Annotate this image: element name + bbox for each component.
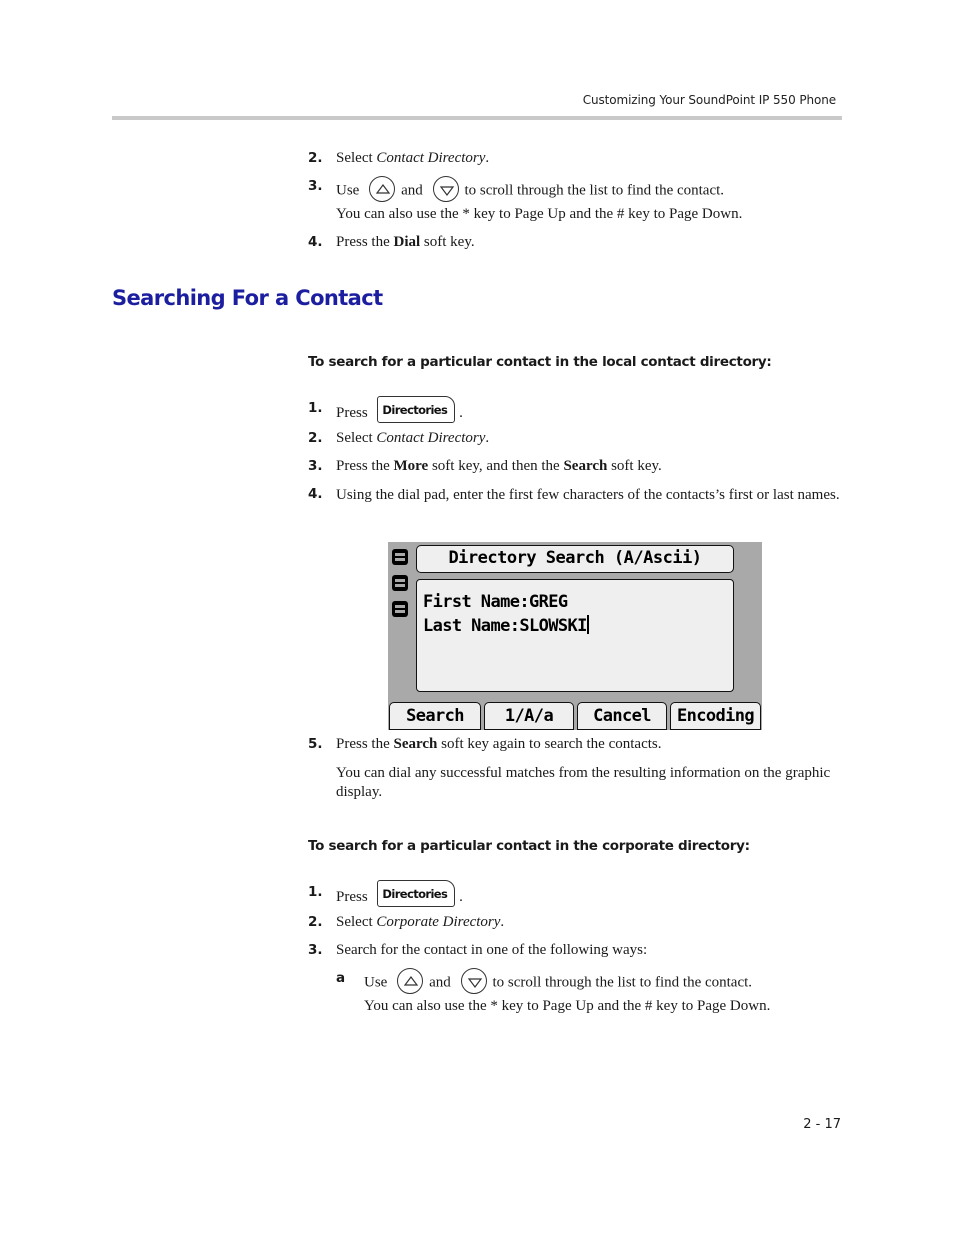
substep-text: Use and to scroll through the list to find the contact. bbox=[364, 970, 752, 996]
screen-title: Directory Search (A/Ascii) bbox=[416, 545, 734, 573]
phone-line-icon bbox=[390, 596, 410, 622]
screen-content bbox=[416, 579, 734, 692]
section-title: Searching For a Contact bbox=[112, 286, 383, 310]
softkey-cancel: Cancel bbox=[577, 702, 667, 730]
step-text: Using the dial pad, enter the first few characters of the contacts’s first or last names. bbox=[336, 487, 840, 503]
up-arrow-key-icon bbox=[369, 176, 395, 202]
step-number: 2. bbox=[308, 430, 323, 446]
down-arrow-key-icon bbox=[461, 968, 487, 994]
header-rule bbox=[112, 116, 842, 120]
phone-line-icon bbox=[390, 544, 410, 570]
step-note: You can also use the * key to Page Up and the # key to Page Down. bbox=[336, 206, 743, 222]
step-text: Select Corporate Directory. bbox=[336, 914, 505, 930]
line-keys bbox=[390, 544, 412, 622]
step-number: 3. bbox=[308, 178, 323, 194]
up-arrow-key-icon bbox=[397, 968, 423, 994]
procedure-title-local: To search for a particular contact in the local contact directory: bbox=[308, 354, 772, 370]
step-text: Press Directories . bbox=[336, 884, 463, 911]
step-text: Press the More soft key, and then the Search soft key. bbox=[336, 458, 662, 474]
softkey-mode: 1/A/a bbox=[484, 702, 574, 730]
step-text: Search for the contact in one of the following ways: bbox=[336, 942, 648, 958]
step-number: 2. bbox=[308, 914, 323, 930]
step-number: 3. bbox=[308, 458, 323, 474]
last-name-row: Last Name:SLOWSKI bbox=[423, 616, 587, 636]
phone-display-screenshot bbox=[388, 542, 762, 730]
step-text: Press Directories . bbox=[336, 400, 463, 427]
step-number: 4. bbox=[308, 486, 323, 502]
step-number: 5. bbox=[308, 736, 323, 752]
step-note: You can dial any successful matches from the resulting information on the graphic display. bbox=[336, 765, 831, 800]
softkey-encoding: Encoding bbox=[670, 702, 761, 730]
procedure-title-corporate: To search for a particular contact in the corporate directory: bbox=[308, 838, 750, 854]
step-text: Press the Search soft key again to search the contacts. bbox=[336, 736, 662, 752]
first-name-row: First Name:GREG bbox=[423, 592, 568, 612]
softkey-search: Search bbox=[389, 702, 481, 730]
step-text: Use and to scroll through the list to find the contact. bbox=[336, 178, 724, 204]
step-number: 1. bbox=[308, 400, 323, 416]
step-text: Press the Dial soft key. bbox=[336, 234, 475, 250]
running-header: Customizing Your SoundPoint IP 550 Phone bbox=[582, 93, 836, 107]
substep-label: a bbox=[336, 970, 346, 986]
text-cursor bbox=[587, 615, 589, 634]
substep-note: You can also use the * key to Page Up and the # key to Page Down. bbox=[364, 998, 771, 1014]
step-number: 3. bbox=[308, 942, 323, 958]
down-arrow-key-icon bbox=[433, 176, 459, 202]
step-text: Select Contact Directory. bbox=[336, 430, 490, 446]
directories-key-icon: Directories bbox=[377, 396, 455, 423]
step-number: 2. bbox=[308, 150, 323, 166]
page-number: 2 - 17 bbox=[803, 1117, 841, 1132]
softkey-bar bbox=[389, 702, 761, 730]
step-number: 4. bbox=[308, 234, 323, 250]
step-number: 1. bbox=[308, 884, 323, 900]
step-text: Select Contact Directory. bbox=[336, 150, 490, 166]
phone-line-icon bbox=[390, 570, 410, 596]
directories-key-icon: Directories bbox=[377, 880, 455, 907]
